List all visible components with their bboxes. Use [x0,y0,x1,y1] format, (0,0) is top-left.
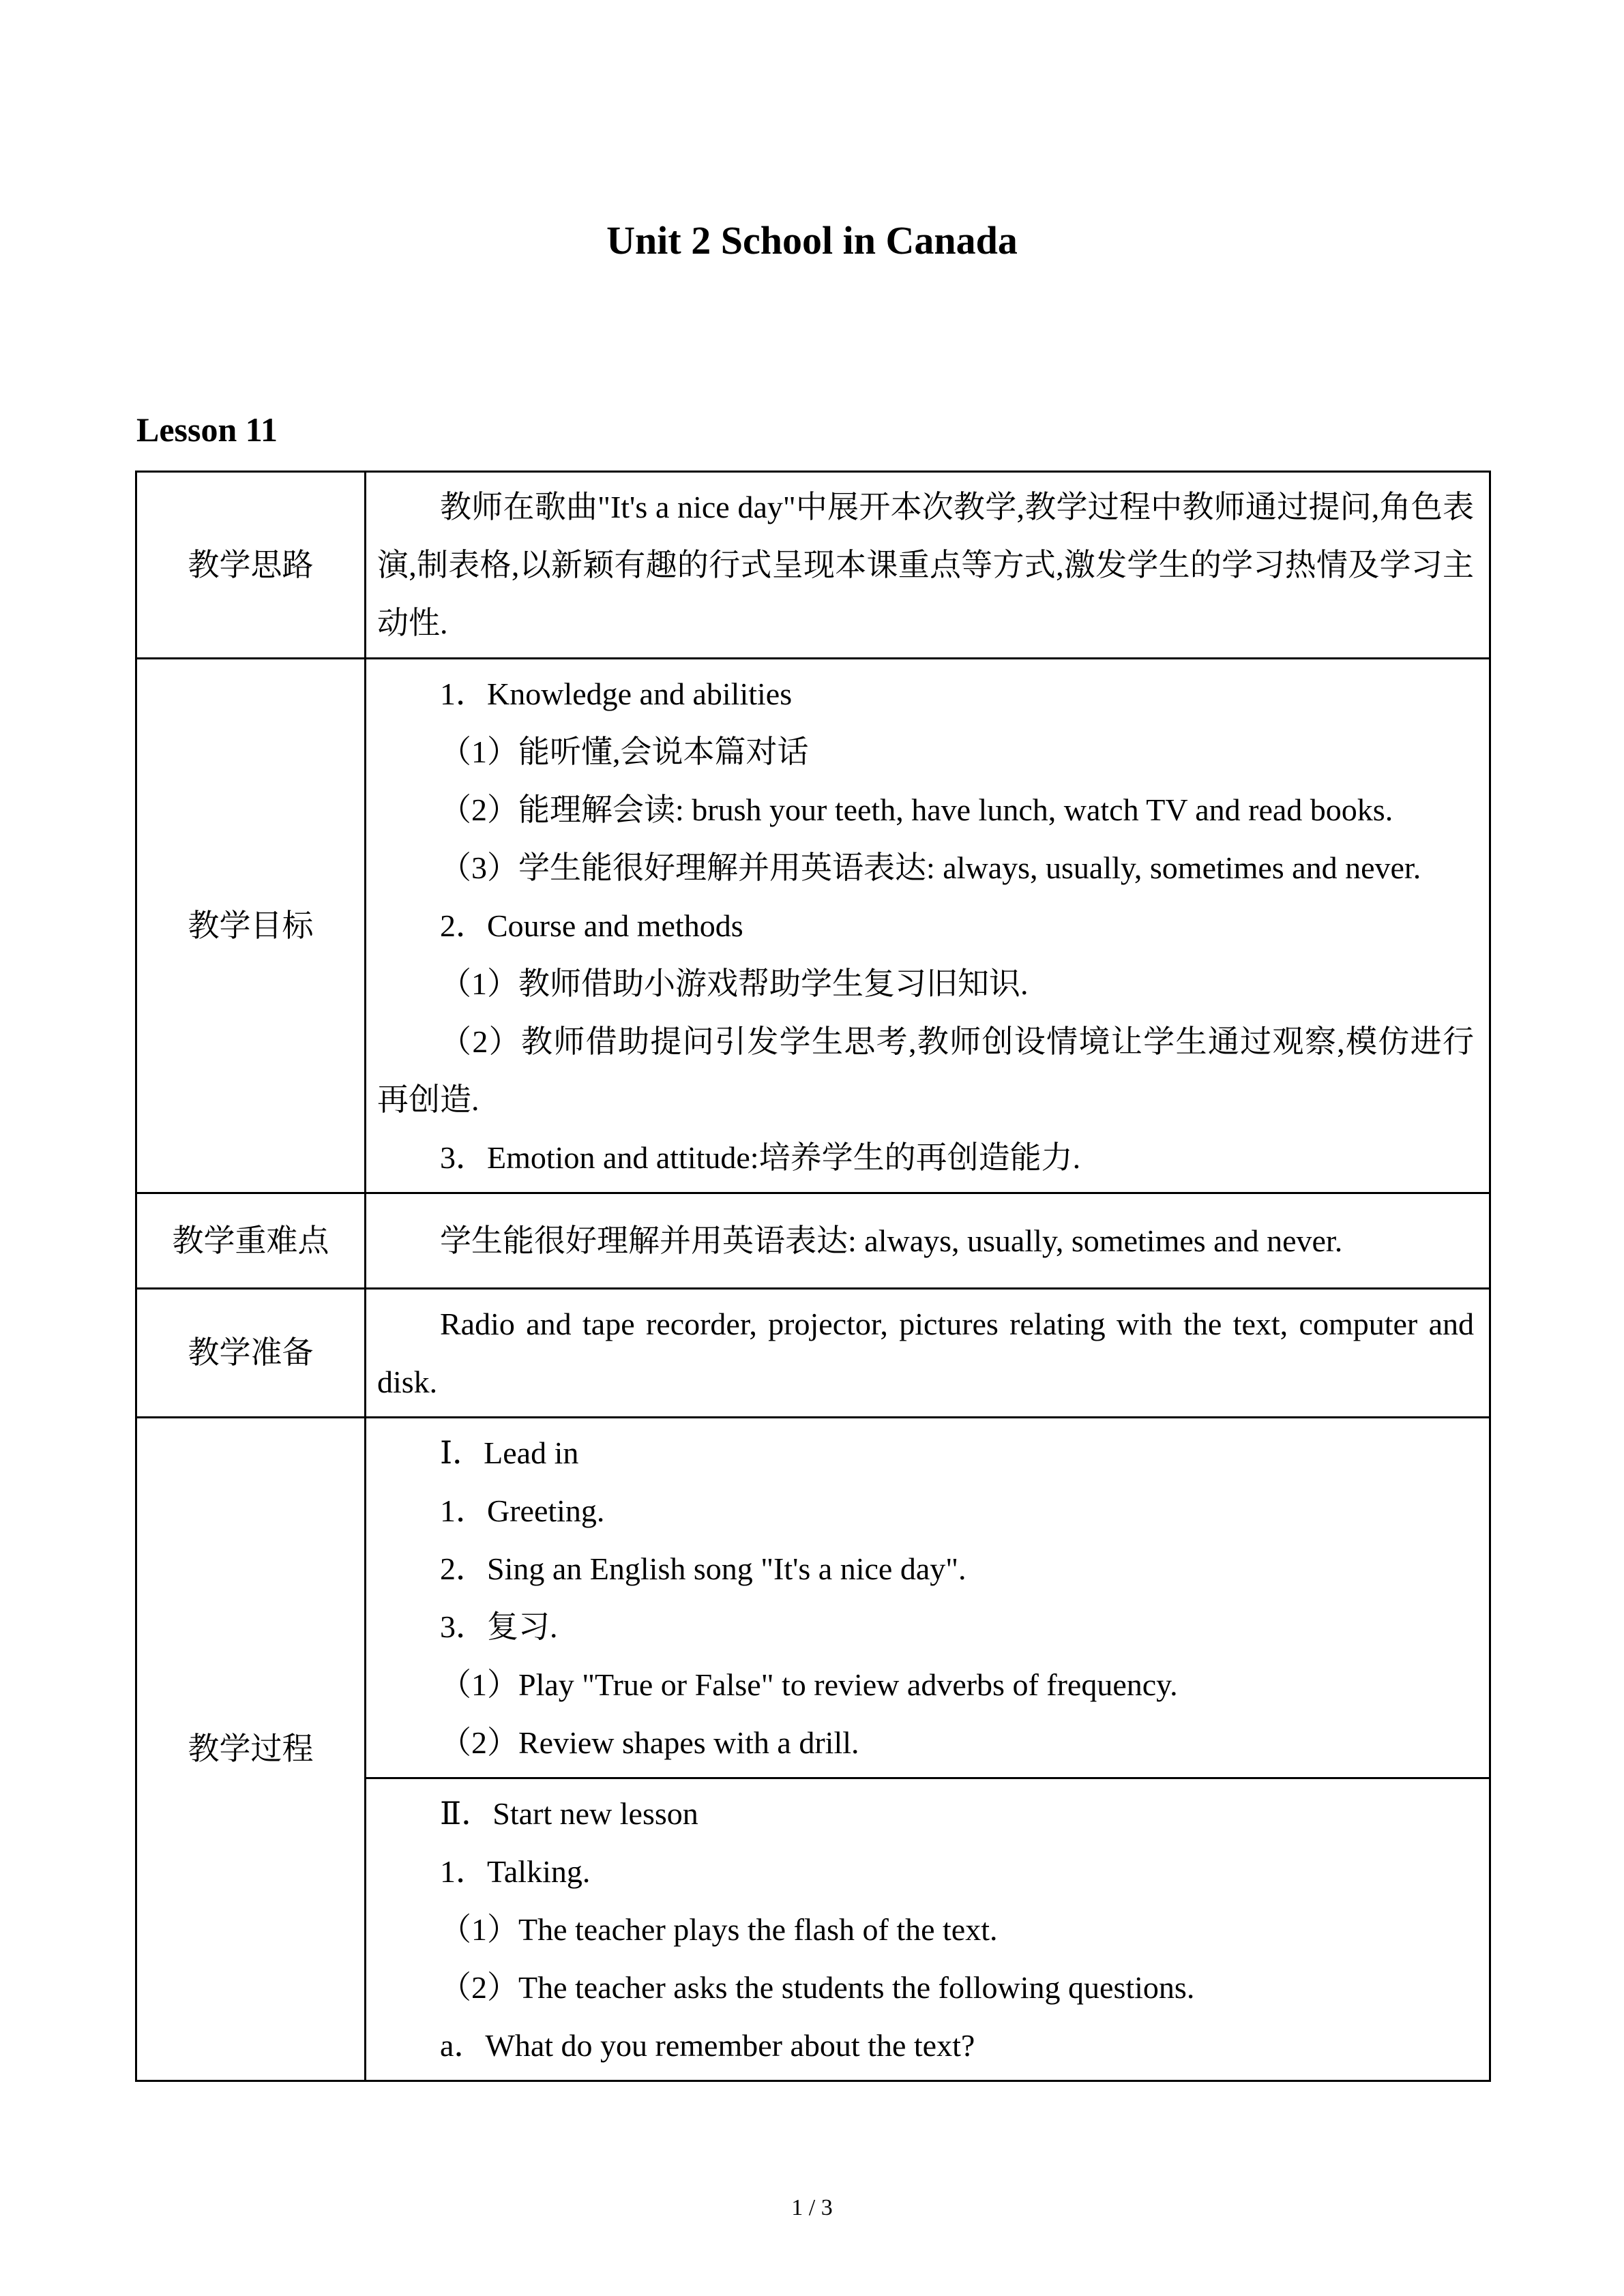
cell-key-difficult-points [366,1193,1490,1288]
cell-teaching-preparation [366,1288,1490,1417]
objectives-item: （3）学生能很好理解并用英语表达: always, usually, sometimes and never. [440,850,1421,885]
process-step: Ⅱ．Start new lesson [440,1795,698,1831]
process-step: （2）The teacher asks the students the following questions. [440,1969,1195,2005]
cell-teaching-idea [366,471,1490,658]
process-step: 1．Greeting. [440,1493,605,1528]
process-step: 3．复习. [440,1609,558,1644]
cell-teaching-process-lead-in [366,1417,1490,1778]
objectives-item: （1）教师借助小游戏帮助学生复习旧知识. [440,966,1029,1001]
process-step: 1．Talking. [440,1853,591,1889]
objectives-item: （2）能理解会读: brush your teeth, have lunch, watch TV and read books. [440,792,1393,827]
key-points-text: 学生能很好理解并用英语表达: always, usually, sometimes and never. [440,1223,1343,1258]
teaching-idea-text: 教师在歌曲"It's a nice day"中展开本次教学,教学过程中教师通过提问,角色表演,制表格,以新颖有趣的行式呈现本课重点等方式,激发学生的学习热情及学习主动性. [377,489,1474,640]
row-teaching-objectives [136,658,1490,1193]
row-label-teaching-process: 教学过程 [136,1417,366,2081]
lesson-heading: Lesson 11 [136,410,278,449]
page-number: 1 / 3 [791,2195,833,2221]
document-title: Unit 2 School in Canada [606,218,1018,263]
row-label-key-difficult-points: 教学重难点 [136,1193,366,1288]
process-step: a．What do you remember about the text? [440,2027,975,2063]
process-step: （1）The teacher plays the flash of the text. [440,1911,998,1947]
objectives-item: 3．Emotion and attitude:培养学生的再创造能力. [440,1139,1081,1175]
process-step: （1）Play "True or False" to review adverbs of frequency. [440,1667,1178,1702]
row-teaching-preparation [136,1288,1490,1417]
process-step: （2）Review shapes with a drill. [440,1725,859,1760]
objectives-item: （1）能听懂,会说本篇对话 [440,734,809,769]
row-label-teaching-objectives: 教学目标 [136,658,366,1193]
objectives-item: 1．Knowledge and abilities [440,676,793,711]
cell-teaching-process-new-lesson [366,1778,1490,2081]
cell-teaching-objectives [366,658,1490,1193]
row-label-teaching-idea: 教学思路 [136,471,366,658]
preparation-text: Radio and tape recorder, projector, pictures relating with the text, computer and disk. [377,1306,1474,1399]
objectives-item: （2）教师借助提问引发学生思考,教师创设情境让学生通过观察,模仿进行再创造. [377,1024,1474,1117]
process-step: 2．Sing an English song "It's a nice day". [440,1551,966,1586]
row-teaching-process-part1 [136,1417,1490,1778]
row-label-teaching-preparation: 教学准备 [136,1288,366,1417]
lesson-plan-table [135,471,1491,2082]
process-step: Ⅰ．Lead in [440,1435,579,1470]
row-key-difficult-points [136,1193,1490,1288]
objectives-item: 2．Course and methods [440,908,743,943]
row-teaching-idea [136,471,1490,658]
